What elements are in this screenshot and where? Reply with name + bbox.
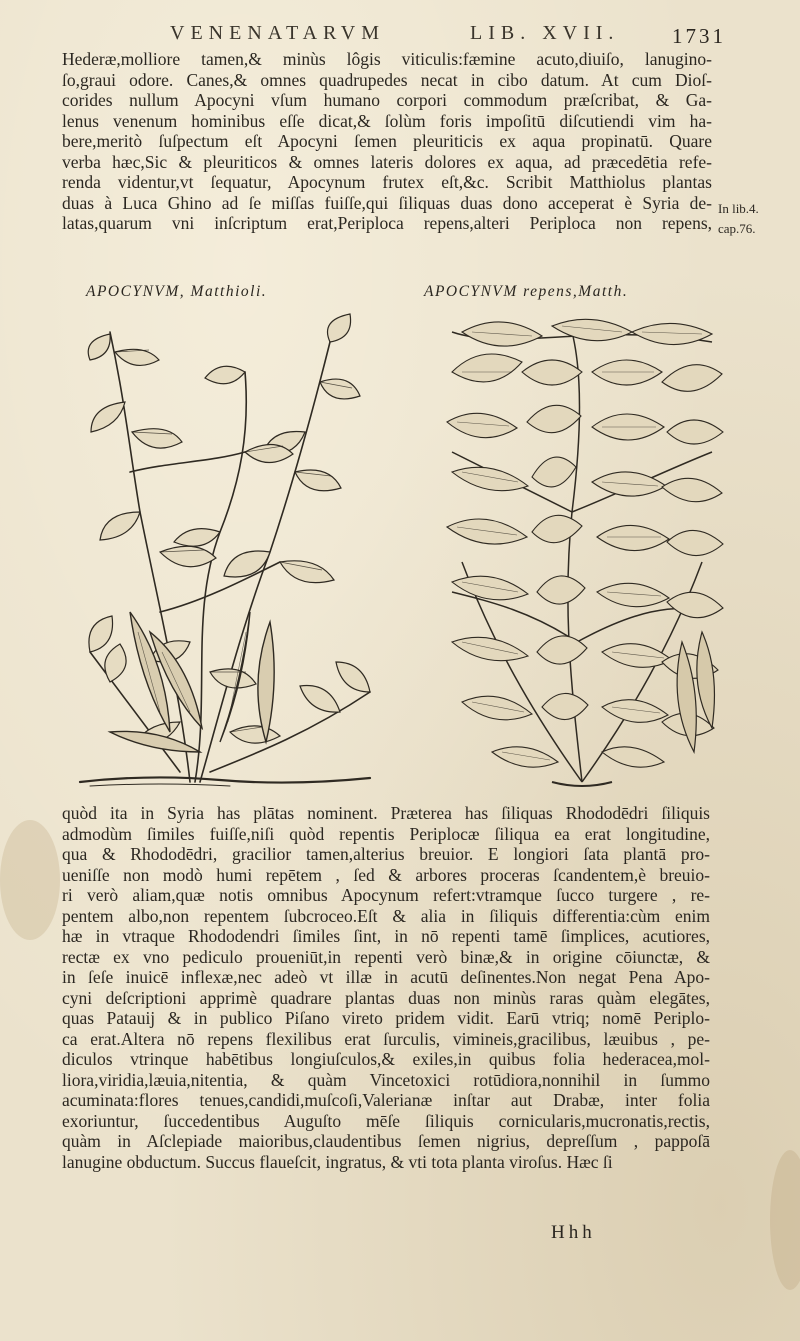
text-line: qua & Rhododēdri, gracilior tamen,alterius breuior. E longiori ſata plantā pro- [62, 844, 710, 864]
text-line: renda videntur,vt ſequatur, Apocynum frutex eſt,&c. Scribit Matthiolus plantas [62, 172, 712, 192]
text-line: ca erat.Altera nō repens flexilibus erat ſurculis, vimineis,gracilibus, læuibus , pe- [62, 1028, 710, 1049]
margin-note [718, 199, 759, 239]
text-line: ri verò aliam,quæ notis omnibus Apocynum refert:vtramque ſucco turgere , re- [62, 885, 710, 905]
text-line: diculos vtrinque habētibus longiuſculos,& exiles,in quibus folia hederacea,mol- [62, 1049, 710, 1069]
margin-note-line: In lib.4. [718, 201, 759, 216]
leaf-group [88, 314, 370, 743]
caption-left: APOCYNVM, Matthioli. [86, 283, 268, 300]
text-line: ueniſſe non modò humi repētem , ſed & arbores proceras ſcandentem,è breuio- [62, 864, 710, 885]
text-line: duas à Luca Ghino ad ſe miſſas fuiſſe,qui ſiliquas duas dono acceperat è Syria de- [62, 192, 712, 213]
text-line: hæ in vtraque Rhododendri ſimiles ſint, in nō repenti tamē ſimplices, acutiores, [62, 926, 710, 946]
text-line: rectæ ex vno pediculo proueniūt,in repenti verò binæ,& in origine cōiunctæ, & [62, 946, 710, 967]
text-line: cyni deſcriptioni apprimè quadrare plantas duas non minùs raras quàm elegātes, [62, 987, 710, 1008]
text-line: bere,meritò ſuſpectum eſt Apocyni ſemen pleuriticis ex aqua propinatū. Quare [62, 131, 712, 151]
paragraph-bottom [62, 803, 710, 1172]
text-line: ſo,graui odore. Canes,& omnes quadrupedes necat in cibo datum. At cum Dioſ- [62, 69, 712, 90]
text-line: exoriuntur, ſuccedentibus Auguſto mēſe ſiliquis cornicularis,mucronatis,rectis, [62, 1110, 710, 1131]
text-line: quòd ita in Syria has plātas nominent. Præterea has ſiliquas Rhododēdri ſiliquis [62, 803, 710, 823]
woodcut-apocynum-matthioli [70, 312, 382, 790]
text-line: lanugine obductum. Succus flaueſcit, ingratus, & vti tota planta viroſus. Hæc ſi [62, 1151, 613, 1172]
running-title: VENENATARVM [170, 22, 386, 44]
paragraph-top [62, 49, 712, 234]
paper-stain [770, 1150, 800, 1290]
text-line: acuminata:flores tenues,candidi,muſcoſi,Valerianæ inſtar aut Drabæ, inter folia [62, 1090, 710, 1110]
text-line: quàm in Aſclepiade maioribus,claudentibus ſemen nigrius, depreſſum , pappoſā [62, 1131, 710, 1151]
page-number: 1731 [672, 24, 726, 48]
text-line: liora,viridia,læuia,nitentia, & quàm Vincetoxici rotūdiora,nonnihil in ſummo [62, 1069, 710, 1090]
paper-stain [0, 820, 60, 940]
text-line: Hederæ,molliore tamen,& minùs lôgis viticulis:fæmine acuto,diuiſo, lanugino- [62, 49, 712, 69]
signature-mark: Hhh [551, 1222, 596, 1243]
text-line: admodùm ſimiles fuiſſe,niſi quòd repentis Periplocæ ſiliqua ea erat longitudine, [62, 823, 710, 844]
text-line: pentem albo,non repentem ſubcroceo.Eſt & alia in ſiliquis differentia:cùm enim [62, 905, 710, 926]
text-line: latas,quarum vni inſcriptum erat,Periploca repens,alteri Periploca non repens, [62, 213, 712, 233]
text-line: corides nullum Apocyni vſum humano corpori commodum præſcribat, & Ga- [62, 90, 712, 110]
text-line: lenus venenum hominibus eſſe dicat,& ſolùm foris impoſitū diſcutiendi vim ha- [62, 110, 712, 131]
text-line: quas Patauij & in publico Piſano vireto pridem vidit. Earū vtriq; nomē Periplo- [62, 1008, 710, 1028]
woodcut-apocynum-repens [432, 312, 728, 790]
text-line: verba hæc,Sic & pleuriticos & omnes lateris dolores ex aqua, ad præcedētia refe- [62, 151, 712, 172]
text-line: in ſeſe inuicē inflexæ,nec adeò vt illæ in acutū deſinentes.Non negat Pena Apo- [62, 967, 710, 987]
margin-note-line: cap.76. [718, 221, 756, 236]
caption-right: APOCYNVM repens,Matth. [424, 283, 629, 300]
book-number: LIB. XVII. [470, 22, 620, 44]
